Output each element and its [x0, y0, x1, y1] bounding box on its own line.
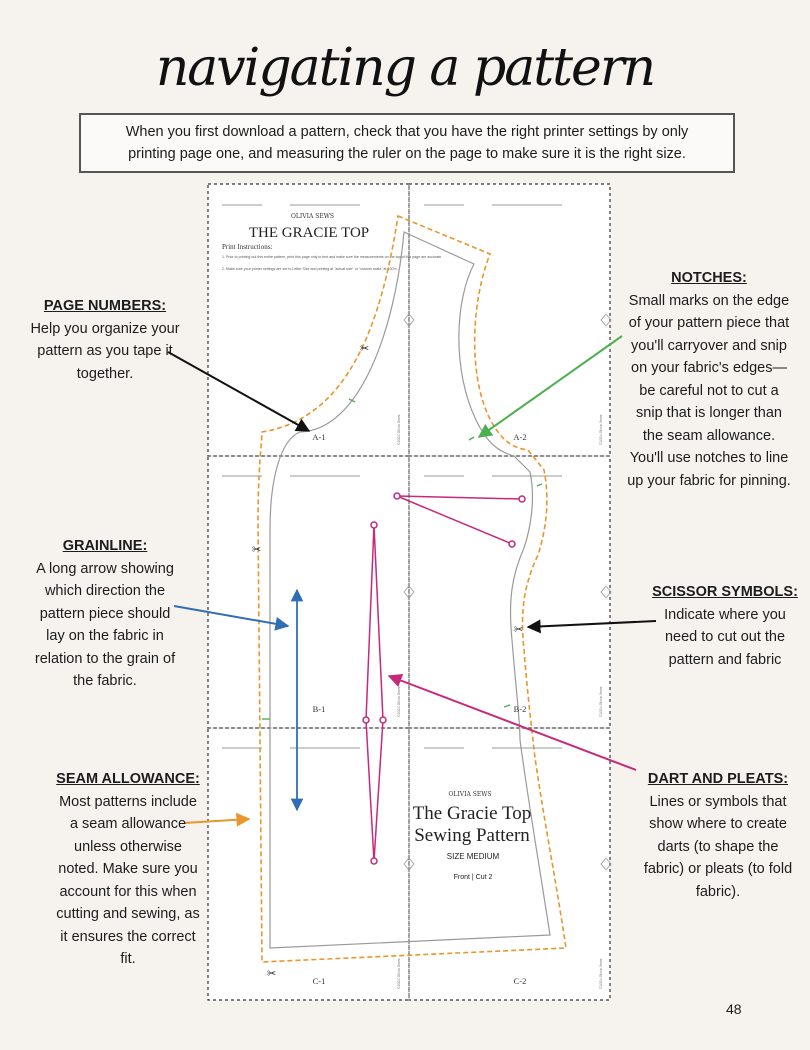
copyright-c1: ©2024 Olivia Sews	[397, 958, 401, 989]
dart-pleats-text: Lines or symbols that show where to create darts (to shape the fabric) or pleats (to fold fabric).	[643, 793, 793, 900]
tile-label-b2: B-2	[513, 704, 527, 714]
brand-logo-small: OLIVIA SEWS	[291, 213, 334, 220]
page-numbers-heading: PAGE NUMBERS:	[43, 298, 167, 314]
dart-pleats-heading: DART AND PLEATS:	[647, 771, 789, 787]
piece-title-1: The Gracie Top	[412, 803, 532, 824]
page-title: navigating a pattern	[155, 38, 655, 98]
seam-allowance-callout	[55, 768, 201, 971]
print-step-2: 2. Make sure your printer settings are set to Letter Size and printing at "actual size" or "custom scale" at 100%.	[222, 267, 398, 271]
copyright-b1: ©2024 Olivia Sews	[397, 686, 401, 717]
grainline-heading: GRAINLINE:	[62, 538, 148, 554]
notches-callout	[626, 267, 792, 492]
copyright-a1: ©2024 Olivia Sews	[397, 414, 401, 445]
scissor-icon: ✂	[514, 623, 524, 636]
seam-allowance-heading: SEAM ALLOWANCE:	[56, 771, 200, 787]
tile-label-b1: B-1	[312, 704, 326, 714]
copyright-c2: ©2024 Olivia Sews	[599, 958, 603, 989]
seam-allowance-text: Most patterns include a seam allowance unless otherwise noted. Make sure you account for this when cutting and sewing, as it ensures the correct fit.	[56, 793, 200, 967]
scissor-icon: ✂	[360, 342, 370, 355]
scissor-symbols-text: Indicate where you need to cut out the pattern and fabric	[664, 606, 786, 668]
scissor-icon: ✂	[267, 967, 277, 980]
piece-title-2: Sewing Pattern	[414, 825, 530, 846]
copyright-a2: ©2024 Olivia Sews	[599, 414, 603, 445]
page-number: 48	[726, 1001, 742, 1017]
page-numbers-callout	[30, 295, 180, 385]
grainline-text: A long arrow showing which direction the pattern piece should lay on the fabric in relation to the grain of the fabric.	[34, 560, 176, 689]
cover-title: THE GRACIE TOP	[248, 225, 370, 241]
piece-cut: Front | Cut 2	[453, 874, 493, 881]
intro-text: When you first download a pattern, check that you have the right printer settings by only printing page one, and measuring the ruler on the page to make sure it is the right size.	[125, 124, 689, 162]
scissor-symbols-callout	[650, 581, 800, 671]
page-numbers-text: Help you organize your pattern as you tape it together.	[30, 320, 180, 382]
dart-pleats-callout	[640, 768, 796, 903]
tile-label-c2: C-2	[513, 976, 527, 986]
piece-size: SIZE MEDIUM	[446, 852, 500, 861]
scissor-icon: ✂	[252, 543, 262, 556]
piece-brand: OLIVIA SEWS	[448, 791, 492, 798]
print-instructions-heading: Print Instructions:	[222, 243, 273, 251]
scissor-symbols-heading: SCISSOR SYMBOLS:	[652, 584, 798, 600]
notches-heading: NOTCHES:	[671, 270, 747, 286]
tile-label-c1: C-1	[312, 976, 326, 986]
grainline-callout	[30, 535, 180, 693]
print-step-1: 1. Prior to printing out this entire pattern, print this page only to test and make sure the measurements on the top of this page are accurate.	[222, 255, 443, 259]
notches-text: Small marks on the edge of your pattern piece that you'll carryover and snip on your fabric's edges—be careful not to cut a snip that is longer than the seam allowance. You'll use notches to line up your fabric for pinning.	[627, 292, 791, 489]
tile-label-a2: A-2	[513, 432, 527, 442]
tile-label-a1: A-1	[312, 432, 326, 442]
copyright-b2: ©2024 Olivia Sews	[599, 686, 603, 717]
